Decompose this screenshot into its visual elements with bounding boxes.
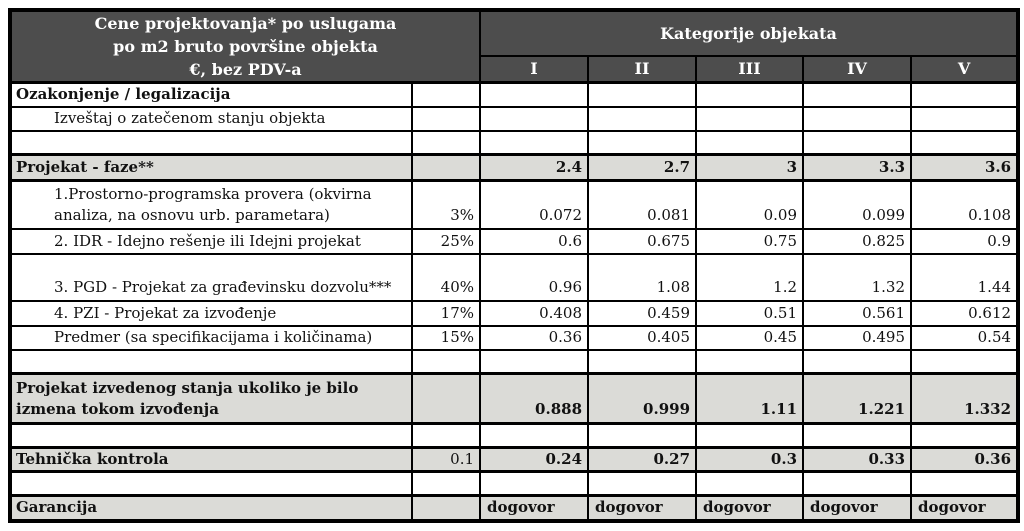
percent-cell: 15%: [412, 326, 480, 350]
value-cell: 3: [696, 155, 803, 181]
value-cell: [696, 107, 803, 131]
value-cell: 0.45: [696, 326, 803, 350]
value-cell: 0.54: [911, 326, 1018, 350]
value-cell: 1.32: [803, 254, 911, 301]
value-cell: [803, 107, 911, 131]
percent-cell: [412, 472, 480, 496]
label-cell: [10, 472, 412, 496]
row-projekat-faze: [10, 155, 1018, 181]
value-cell: [588, 131, 696, 155]
row-tehnicka-kontrola: [10, 448, 1018, 472]
value-cell: 0.495: [803, 326, 911, 350]
value-cell: [480, 472, 588, 496]
header-row-1: [10, 10, 1018, 56]
row-spacer-4: [10, 472, 1018, 496]
value-cell: 0.36: [480, 326, 588, 350]
value-cell: 1.332: [911, 374, 1018, 424]
percent-cell: [412, 424, 480, 448]
row-prostorno-programska: [10, 181, 1018, 229]
value-cell: 1.2: [696, 254, 803, 301]
percent-cell: [412, 131, 480, 155]
value-cell: 0.561: [803, 301, 911, 326]
percent-cell: [412, 350, 480, 374]
value-cell: [803, 83, 911, 107]
label-cell: 1.Prostorno-programska provera (okvirna analiza, na osnovu urb. parametara): [10, 181, 412, 229]
value-cell: dogovor: [480, 496, 588, 521]
row-pzi: [10, 301, 1018, 326]
value-cell: 0.96: [480, 254, 588, 301]
value-cell: 0.459: [588, 301, 696, 326]
category-col-I: I: [480, 56, 588, 83]
value-cell: [480, 424, 588, 448]
value-cell: 0.888: [480, 374, 588, 424]
label-cell: 3. PGD - Projekat za građevinsku dozvolu***: [10, 254, 412, 301]
label-cell: Tehnička kontrola: [10, 448, 412, 472]
value-cell: 0.612: [911, 301, 1018, 326]
value-cell: [803, 472, 911, 496]
value-cell: [588, 424, 696, 448]
value-cell: 0.405: [588, 326, 696, 350]
value-cell: 1.44: [911, 254, 1018, 301]
label-cell: Izveštaj o zatečenom stanju objekta: [10, 107, 412, 131]
value-cell: [911, 424, 1018, 448]
value-cell: 0.6: [480, 229, 588, 254]
value-cell: 0.75: [696, 229, 803, 254]
category-col-IV: IV: [803, 56, 911, 83]
value-cell: 1.221: [803, 374, 911, 424]
category-col-III: III: [696, 56, 803, 83]
value-cell: 2.4: [480, 155, 588, 181]
label-cell: Ozakonjenje / legalizacija: [10, 83, 412, 107]
row-pgd: [10, 254, 1018, 301]
percent-cell: 17%: [412, 301, 480, 326]
value-cell: [911, 107, 1018, 131]
category-col-II: II: [588, 56, 696, 83]
value-cell: 3.3: [803, 155, 911, 181]
label-cell: 4. PZI - Projekat za izvođenje: [10, 301, 412, 326]
value-cell: 3.6: [911, 155, 1018, 181]
value-cell: [480, 350, 588, 374]
price-table: [8, 8, 1020, 523]
value-cell: dogovor: [911, 496, 1018, 521]
value-cell: 0.825: [803, 229, 911, 254]
value-cell: 2.7: [588, 155, 696, 181]
value-cell: [803, 131, 911, 155]
value-cell: dogovor: [588, 496, 696, 521]
value-cell: [588, 107, 696, 131]
table-title: [10, 10, 480, 83]
value-cell: 0.108: [911, 181, 1018, 229]
value-cell: [696, 472, 803, 496]
value-cell: [588, 472, 696, 496]
value-cell: 0.36: [911, 448, 1018, 472]
percent-cell: [412, 155, 480, 181]
value-cell: 0.51: [696, 301, 803, 326]
row-spacer-3: [10, 424, 1018, 448]
value-cell: [803, 424, 911, 448]
value-cell: [696, 424, 803, 448]
value-cell: dogovor: [696, 496, 803, 521]
value-cell: 0.999: [588, 374, 696, 424]
value-cell: 0.081: [588, 181, 696, 229]
value-cell: 0.33: [803, 448, 911, 472]
percent-cell: 0.1: [412, 448, 480, 472]
label-cell: [10, 350, 412, 374]
value-cell: 1.11: [696, 374, 803, 424]
table-title-line-2: po m2 bruto površine objekta: [113, 37, 378, 56]
percent-cell: [412, 107, 480, 131]
row-garancija: [10, 496, 1018, 521]
category-col-V: V: [911, 56, 1018, 83]
value-cell: [480, 131, 588, 155]
label-cell: [10, 131, 412, 155]
value-cell: 0.24: [480, 448, 588, 472]
value-cell: 0.09: [696, 181, 803, 229]
percent-cell: 40%: [412, 254, 480, 301]
value-cell: [588, 83, 696, 107]
label-cell: Garancija: [10, 496, 412, 521]
value-cell: 0.9: [911, 229, 1018, 254]
value-cell: 0.27: [588, 448, 696, 472]
row-ozakonjenje: [10, 83, 1018, 107]
value-cell: 0.072: [480, 181, 588, 229]
value-cell: [911, 350, 1018, 374]
table-title-line-1: Cene projektovanja* po uslugama: [94, 14, 397, 33]
percent-cell: 3%: [412, 181, 480, 229]
value-cell: 0.3: [696, 448, 803, 472]
label-cell: [10, 424, 412, 448]
value-cell: [911, 83, 1018, 107]
label-cell: Projekat izvedenog stanja ukoliko je bilo izmena tokom izvođenja: [10, 374, 412, 424]
row-projekat-izvedenog-stanja: [10, 374, 1018, 424]
row-idr: [10, 229, 1018, 254]
label-cell: 2. IDR - Idejno rešenje ili Idejni projekat: [10, 229, 412, 254]
value-cell: 0.675: [588, 229, 696, 254]
value-cell: [588, 350, 696, 374]
value-cell: 0.408: [480, 301, 588, 326]
value-cell: 0.099: [803, 181, 911, 229]
row-spacer-1: [10, 131, 1018, 155]
value-cell: [480, 83, 588, 107]
value-cell: [480, 107, 588, 131]
value-cell: [696, 350, 803, 374]
value-cell: [803, 350, 911, 374]
percent-cell: [412, 83, 480, 107]
value-cell: 1.08: [588, 254, 696, 301]
percent-cell: 25%: [412, 229, 480, 254]
percent-cell: [412, 374, 480, 424]
value-cell: [696, 131, 803, 155]
row-predmer: [10, 326, 1018, 350]
categories-header: Kategorije objekata: [480, 10, 1018, 56]
value-cell: dogovor: [803, 496, 911, 521]
value-cell: [911, 472, 1018, 496]
table-title-line-3: €, bez PDV-a: [189, 60, 302, 79]
row-izvestaj: [10, 107, 1018, 131]
value-cell: [911, 131, 1018, 155]
label-cell: Projekat - faze**: [10, 155, 412, 181]
row-spacer-2: [10, 350, 1018, 374]
value-cell: [696, 83, 803, 107]
percent-cell: [412, 496, 480, 521]
label-cell: Predmer (sa specifikacijama i količinama): [10, 326, 412, 350]
